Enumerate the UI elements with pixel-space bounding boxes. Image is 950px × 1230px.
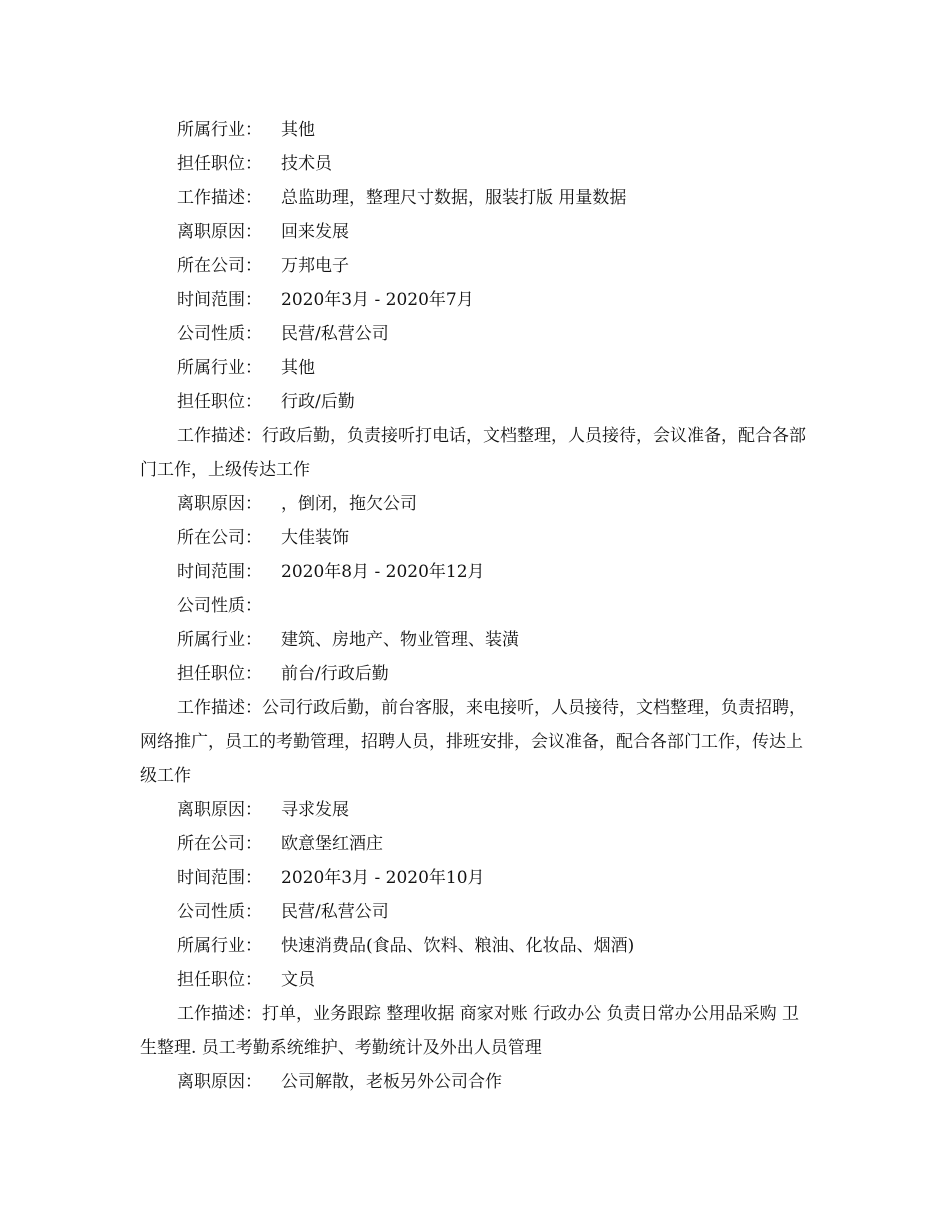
field-label: 离职原因： <box>177 1072 262 1092</box>
field-value: 公司解散，老板另外公司合作 <box>281 1072 502 1092</box>
line-reason <box>140 1065 812 1099</box>
line-description <box>140 691 812 793</box>
line-description <box>140 181 812 215</box>
resume-work-history <box>140 113 812 1099</box>
field-label: 工作描述： <box>177 1004 262 1024</box>
line-company-type <box>140 317 812 351</box>
line-company-type <box>140 589 812 623</box>
line-reason <box>140 793 812 827</box>
field-label: 公司性质： <box>177 596 262 616</box>
field-label: 所属行业： <box>177 358 262 378</box>
line-position <box>140 147 812 181</box>
field-value: 建筑、房地产、物业管理、装潢 <box>281 630 519 650</box>
field-label: 所属行业： <box>177 120 262 140</box>
line-position <box>140 657 812 691</box>
field-label: 所属行业： <box>177 936 262 956</box>
line-industry <box>140 929 812 963</box>
field-value: 回来发展 <box>281 222 349 242</box>
field-value: 2020年3月 - 2020年10月 <box>281 868 485 888</box>
line-reason <box>140 215 812 249</box>
field-value: 技术员 <box>281 154 332 174</box>
field-label: 离职原因： <box>177 494 262 514</box>
field-label: 担任职位： <box>177 664 262 684</box>
field-value: 民营/私营公司 <box>281 324 389 344</box>
field-value: 欧意堡红酒庄 <box>281 834 383 854</box>
line-industry <box>140 113 812 147</box>
line-industry <box>140 351 812 385</box>
field-label: 担任职位： <box>177 392 262 412</box>
field-value: ，倒闭，拖欠公司 <box>281 494 417 514</box>
field-label: 离职原因： <box>177 800 262 820</box>
field-value: 总监助理，整理尺寸数据，服装打版 用量数据 <box>281 188 627 208</box>
line-company <box>140 521 812 555</box>
field-value: 前台/行政后勤 <box>281 664 389 684</box>
field-label: 离职原因： <box>177 222 262 242</box>
field-label: 时间范围： <box>177 868 262 888</box>
field-label: 所在公司： <box>177 528 262 548</box>
field-value: 行政/后勤 <box>281 392 355 412</box>
field-value: 大佳装饰 <box>281 528 349 548</box>
field-value: 2020年8月 - 2020年12月 <box>281 562 485 582</box>
field-label: 所属行业： <box>177 630 262 650</box>
line-company <box>140 827 812 861</box>
field-value: 快速消费品(食品、饮料、粮油、化妆品、烟酒) <box>281 936 635 956</box>
field-label: 担任职位： <box>177 970 262 990</box>
line-company <box>140 249 812 283</box>
field-label: 时间范围： <box>177 290 262 310</box>
line-period <box>140 861 812 895</box>
field-value: 行政后勤，负责接听打电话，文档整理，人员接待，会议准备，配合各部门工作，上级传达工作 <box>140 426 806 480</box>
field-value: 万邦电子 <box>281 256 349 276</box>
line-company-type <box>140 895 812 929</box>
field-label: 所在公司： <box>177 256 262 276</box>
line-reason <box>140 487 812 521</box>
field-value: 寻求发展 <box>281 800 349 820</box>
field-label: 工作描述： <box>177 426 262 446</box>
field-value: 其他 <box>281 120 315 140</box>
line-industry <box>140 623 812 657</box>
field-label: 所在公司： <box>177 834 262 854</box>
field-value: 公司行政后勤，前台客服，来电接听，人员接待，文档整理，负责招聘，网络推广，员工的考勤管理，招聘人员，排班安排，会议准备，配合各部门工作，传达上级工作 <box>140 698 806 786</box>
field-label: 时间范围： <box>177 562 262 582</box>
line-position <box>140 385 812 419</box>
line-description <box>140 997 812 1065</box>
field-label: 工作描述： <box>177 188 262 208</box>
field-value: 2020年3月 - 2020年7月 <box>281 290 474 310</box>
field-value: 民营/私营公司 <box>281 902 389 922</box>
line-period <box>140 283 812 317</box>
field-value: 打单，业务跟踪 整理收据 商家对账 行政办公 负责日常办公用品采购 卫生整理. 员工考勤系统维护、考勤统计及外出人员管理 <box>140 1004 800 1058</box>
field-label: 担任职位： <box>177 154 262 174</box>
line-position <box>140 963 812 997</box>
field-value: 文员 <box>281 970 315 990</box>
field-value: 其他 <box>281 358 315 378</box>
line-description <box>140 419 812 487</box>
field-label: 公司性质： <box>177 324 262 344</box>
field-label: 公司性质： <box>177 902 262 922</box>
field-label: 工作描述： <box>177 698 262 718</box>
line-period <box>140 555 812 589</box>
